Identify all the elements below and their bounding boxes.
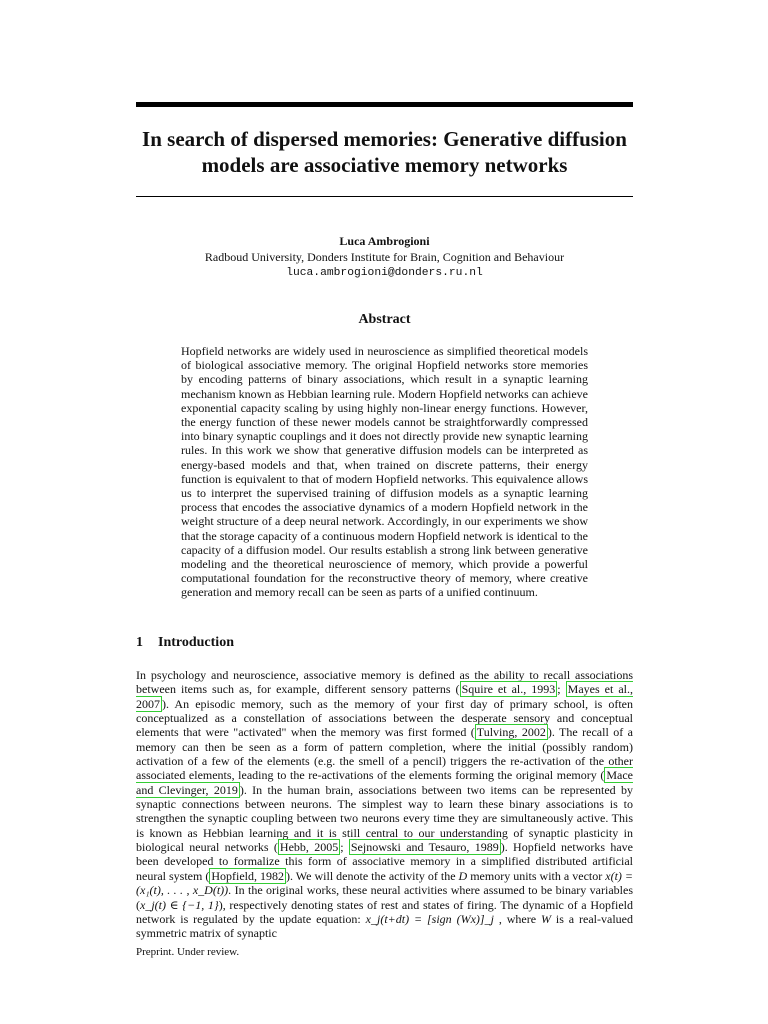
citation-link[interactable]: Hebb, 2005: [279, 840, 339, 855]
citation-link[interactable]: Tulving, 2002: [476, 725, 546, 740]
author-name: Luca Ambrogioni: [339, 234, 430, 248]
intro-text: is a real-valued symmetric matrix of synaptic: [136, 911, 633, 941]
intro-text: ). An episodic memory, such as the memory of your first day of primary school, is often conceptualized as a constellation of associations between the desperate sensory and conceptual elements that were "activated" when the memory was first formed (: [136, 696, 633, 740]
citation-link[interactable]: Hopfield, 1982: [211, 868, 285, 883]
abstract-text: Hopfield networks are widely used in neuroscience as simplified theoretical models of biological associative memory. The original Hopfield networks store memories by encoding patterns of binary associations, which result in a synaptic learning mechanism known as Hebbian learning rule. Modern Hopfield networks can achieve exponential capacity scaling by using highly non-linear energy functions. However, the energy function of these newer models cannot be straightforwardly compressed into binary synaptic couplings and it does not directly provide new synaptic learning rules. In this work we show that generative diffusion models can be interpreted as energy-based models and that, when trained on discrete patterns, their energy function is equivalent to that of modern Hopfield networks. This equivalence allows us to interpret the supervised training of diffusion models as a synaptic learning process that encodes the associative dynamics of a modern Hopfield network in the weight structure of a deep neural network. Accordingly, in our experiments we show that the storage capacity of a continuous modern Hopfield network is identical to the capacity of a diffusion model. Our results establish a strong link between generative modeling and the theoretical neuroscience of memory, which provide a powerful computational foundation for the reconstructive theory of memory, where creative generation and memory recall can be seen as parts of a unified continuum.: [181, 344, 588, 600]
intro-text: ). In the human brain, associations between two items can be represented by synaptic connections between neurons. The simplest way to learn these binary associations is to strengthen the synaptic coupling between two neurons every time they are simultaneously active. This is known as Hebbian learning and it is still central to our understanding of synaptic plasticity in biological neural networks (: [136, 782, 633, 855]
author-block: [136, 233, 633, 281]
introduction-paragraph: [136, 668, 633, 941]
section-heading: [136, 634, 633, 652]
citation-link[interactable]: Sejnowski and Tesauro, 1989: [350, 840, 499, 855]
page-footer: Preprint. Under review.: [136, 946, 240, 958]
intro-text: ). We will denote the activity of the: [286, 868, 459, 883]
intro-text: ;: [340, 840, 349, 855]
section-title: Introduction: [158, 635, 234, 650]
math-inline: x_j(t+dt) = [sign (Wx)]_j: [365, 911, 494, 926]
title-bottom-rule: [136, 196, 633, 197]
intro-text: In psychology and neuroscience, associative memory is defined as the ability to recall associations between items such as, for example, different sensory patterns (: [136, 668, 633, 697]
intro-text: ), respectively denoting states of rest and states of firing. The dynamic of a Hopfield network is regulated by the update equation:: [136, 897, 633, 926]
math-inline: D: [458, 868, 468, 883]
paper-title: In search of dispersed memories: Generative diffusion models are associative memory networks: [142, 127, 627, 177]
intro-text: ). Hopfield networks have been developed to formalize this form of associative memory in a simplified distributed artificial neural system (: [136, 840, 633, 883]
intro-text: , where: [493, 911, 541, 926]
title-top-rule: [136, 102, 633, 107]
citation-link[interactable]: Squire et al., 1993: [461, 682, 556, 697]
intro-text: memory units with a vector: [467, 868, 606, 883]
section-number: 1: [136, 635, 143, 650]
author-affiliation: Radboud University, Donders Institute for Brain, Cognition and Behaviour: [204, 250, 565, 264]
abstract-heading: Abstract: [358, 312, 411, 327]
citation-link[interactable]: Mace and Clevinger, 2019: [136, 768, 633, 797]
citation-link[interactable]: Mayes et al., 2007: [136, 682, 634, 711]
intro-text: ). The recall of a memory can then be seen as a form of pattern completion, where the initial (possibly random) activation of a few of the elements (e.g. the smell of a pencil) triggers the re-activation of the other associated elements, leading to the re-activations of the elements forming the original memory (: [136, 725, 634, 783]
intro-text: . In the original works, these neural activities where assumed to be binary variables (: [136, 883, 633, 912]
math-inline: x_j(t) ∈ {−1, 1}: [140, 897, 219, 912]
math-inline: x(t) = (x₁(t), . . . , x_D(t)): [136, 868, 634, 898]
intro-text: ;: [557, 682, 566, 697]
math-inline: W: [540, 911, 551, 926]
author-email: luca.ambrogioni@donders.ru.nl: [286, 267, 483, 279]
